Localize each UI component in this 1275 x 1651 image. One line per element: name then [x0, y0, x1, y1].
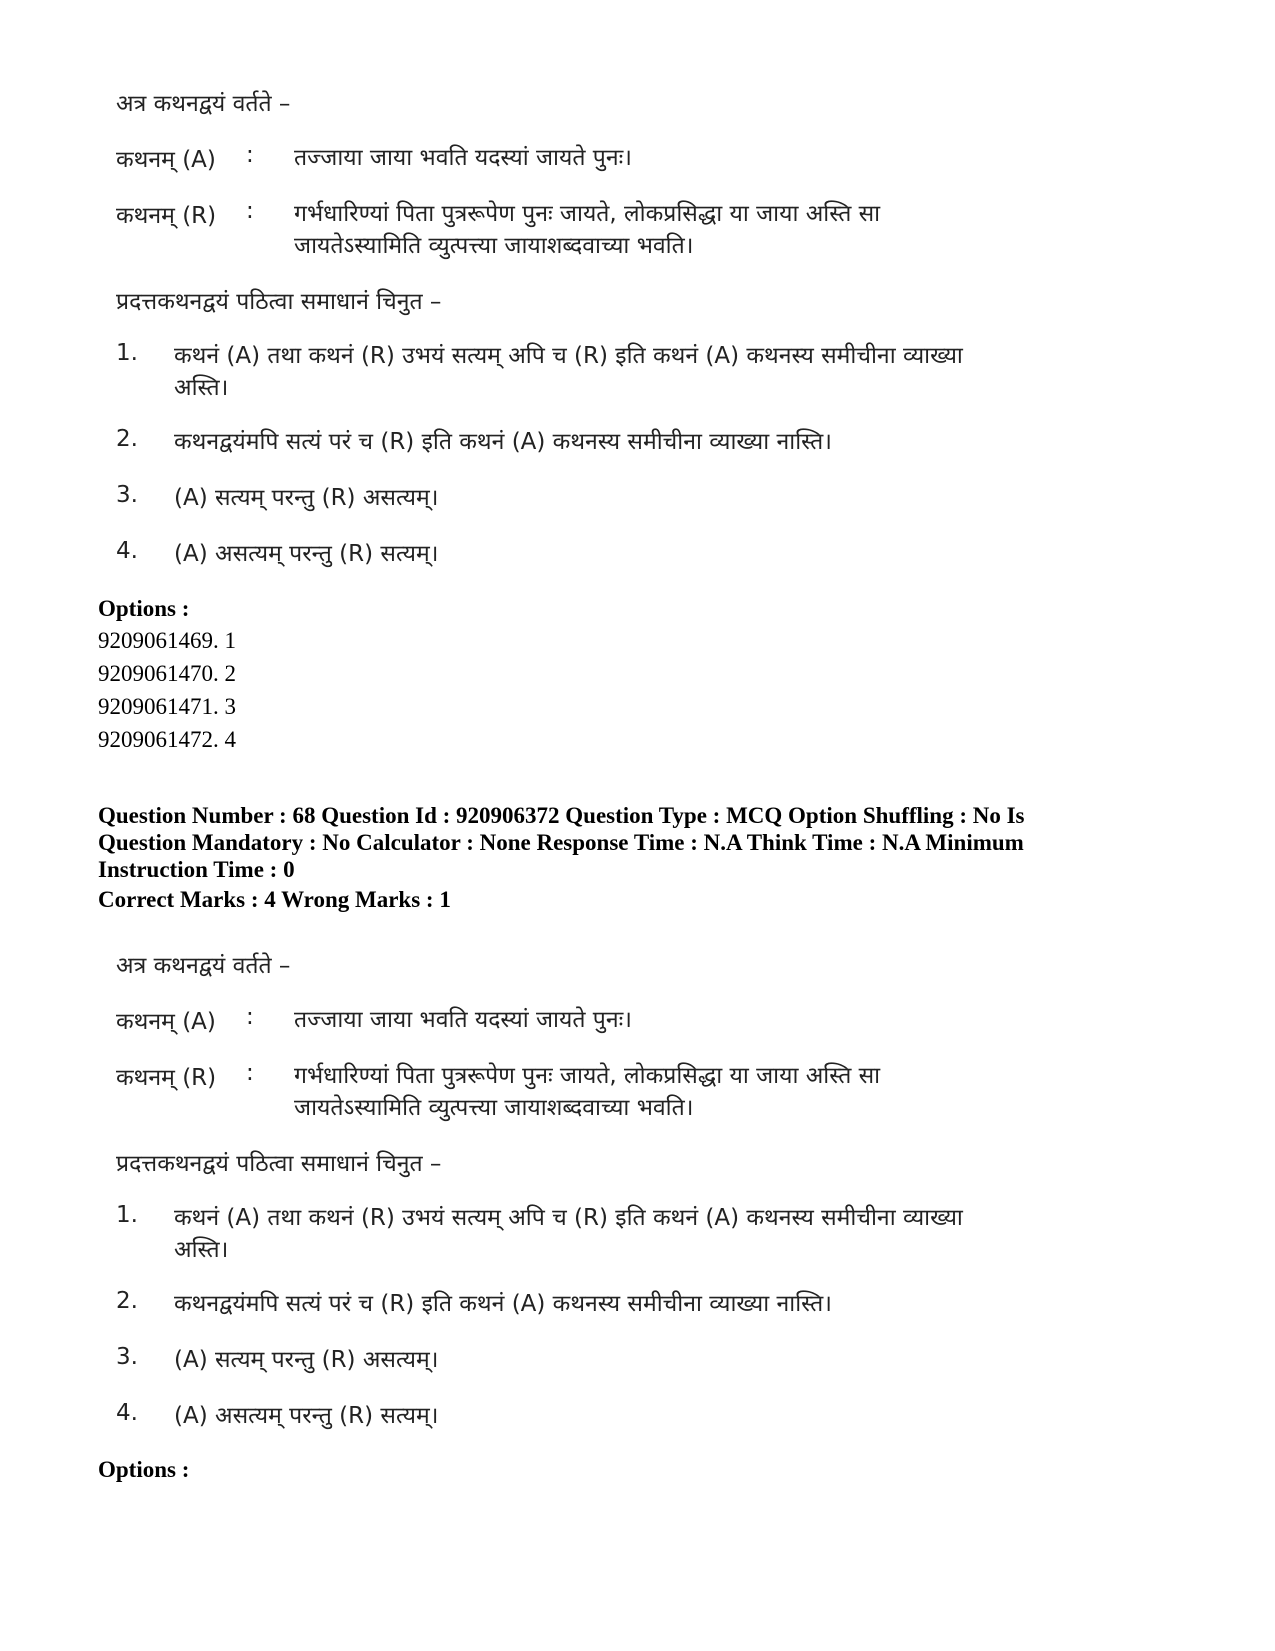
choice-text: (A) असत्यम् परन्तु (R) सत्यम्।	[174, 541, 439, 567]
options-heading: Options :	[98, 596, 190, 621]
option-id-line: 9209061469. 1	[98, 628, 236, 653]
statement-r-label: कथनम् (R)	[116, 1065, 217, 1091]
option-id-line: 9209061472. 4	[98, 727, 236, 752]
statement-a-colon: :	[246, 142, 254, 168]
choice-text: (A) सत्यम् परन्तु (R) असत्यम्।	[174, 1347, 439, 1373]
statement-r-label: कथनम् (R)	[116, 203, 217, 229]
choice-number: 1.	[116, 340, 138, 366]
choice-number: 4.	[116, 1400, 138, 1426]
choice-number: 2.	[116, 426, 138, 452]
choice-text: कथनं (A) तथा कथनं (R) उभयं सत्यम् अपि च (R) इति कथनं (A) कथनस्य समीचीना व्याख्या अस्ति।	[174, 343, 963, 401]
choice-text: कथनं (A) तथा कथनं (R) उभयं सत्यम् अपि च (R) इति कथनं (A) कथनस्य समीचीना व्याख्या अस्ति।	[174, 1205, 963, 1263]
question-intro: अत्र कथनद्वयं वर्तते –	[116, 953, 291, 979]
statement-a-text: तज्जाया जाया भवति यदस्यां जायते पुनः।	[294, 1007, 632, 1033]
option-id-line: 9209061471. 3	[98, 694, 236, 719]
options-heading: Options :	[98, 1457, 190, 1482]
choice-number: 3.	[116, 482, 138, 508]
question-instruction: प्रदत्तकथनद्वयं पठित्वा समाधानं चिनुत –	[116, 289, 442, 315]
question-instruction: प्रदत्तकथनद्वयं पठित्वा समाधानं चिनुत –	[116, 1151, 442, 1177]
statement-a-text: तज्जाया जाया भवति यदस्यां जायते पुनः।	[294, 145, 632, 171]
statement-a-label: कथनम् (A)	[116, 147, 216, 173]
choice-number: 1.	[116, 1202, 138, 1228]
choice-text: कथनद्वयंमपि सत्यं परं च (R) इति कथनं (A) कथनस्य समीचीना व्याख्या नास्ति।	[174, 429, 832, 455]
choice-text: कथनद्वयंमपि सत्यं परं च (R) इति कथनं (A) कथनस्य समीचीना व्याख्या नास्ति।	[174, 1291, 832, 1317]
option-id-line: 9209061470. 2	[98, 661, 236, 686]
question-marks: Correct Marks : 4 Wrong Marks : 1	[98, 887, 451, 912]
choice-text: (A) असत्यम् परन्तु (R) सत्यम्।	[174, 1403, 439, 1429]
statement-a-colon: :	[246, 1004, 254, 1030]
statement-r-colon: :	[246, 198, 254, 224]
question-intro: अत्र कथनद्वयं वर्तते –	[116, 91, 291, 117]
choice-text: (A) सत्यम् परन्तु (R) असत्यम्।	[174, 485, 439, 511]
choice-number: 4.	[116, 538, 138, 564]
statement-a-label: कथनम् (A)	[116, 1009, 216, 1035]
question-meta: Question Number : 68 Question Id : 920906372 Question Type : MCQ Option Shuffling : No Is Question Mandatory : No Calculator : None Response Time : N.A Think Time : N.A Minimum Instruction Time : 0	[98, 803, 1025, 882]
choice-number: 2.	[116, 1288, 138, 1314]
choice-number: 3.	[116, 1344, 138, 1370]
statement-r-text: गर्भधारिण्यां पिता पुत्ररूपेण पुनः जायते, लोकप्रसिद्धा या जाया अस्ति सा जायतेऽस्यामिति व्युत्पत्त्या जायाशब्दवाच्या भवति।	[294, 1063, 881, 1121]
statement-r-text: गर्भधारिण्यां पिता पुत्ररूपेण पुनः जायते, लोकप्रसिद्धा या जाया अस्ति सा जायतेऽस्यामिति व्युत्पत्त्या जायाशब्दवाच्या भवति।	[294, 201, 881, 259]
statement-r-colon: :	[246, 1060, 254, 1086]
